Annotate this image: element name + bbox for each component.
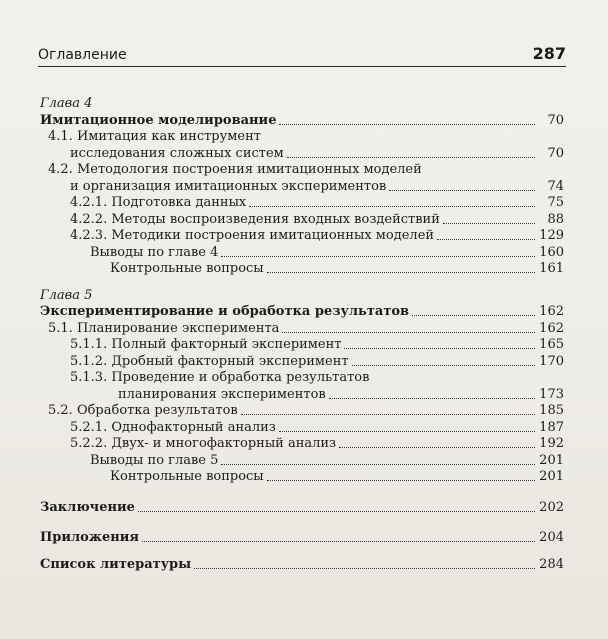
leader-dots <box>221 453 535 465</box>
chapter-label: Глава 5 <box>40 287 93 303</box>
table-of-contents <box>40 96 564 573</box>
spacer <box>40 547 564 557</box>
leader-dots <box>389 179 535 191</box>
leader-dots <box>329 387 535 399</box>
toc-entry[interactable]: Имитационное моделирование 70 <box>40 112 564 128</box>
toc-entry[interactable]: Экспериментирование и обработка результатов 162 <box>40 304 564 319</box>
toc-entry[interactable]: Контрольные вопросы 161 <box>110 261 564 276</box>
toc-entry[interactable]: 5.2.1. Однофакторный анализ 187 <box>70 419 564 435</box>
leader-dots <box>221 245 535 257</box>
leader-dots <box>249 195 535 207</box>
toc-entry[interactable]: 5.2. Обработка результатов 185 <box>48 403 564 418</box>
spacer <box>40 516 564 530</box>
toc-entry[interactable]: 5.1. Планирование эксперимента 162 <box>48 320 564 336</box>
leader-dots <box>352 354 535 366</box>
toc-entry[interactable]: Список литературы 284 <box>40 556 564 572</box>
toc-entry[interactable]: Выводы по главе 4 160 <box>90 244 564 260</box>
leader-dots <box>412 304 535 316</box>
leader-dots <box>138 500 535 512</box>
toc-entry-line[interactable]: 4.1. Имитация как инструмент <box>48 129 261 144</box>
toc-entry[interactable]: Приложения 204 <box>40 530 564 545</box>
toc-entry[interactable]: 5.2.2. Двух- и многофакторный анализ 192 <box>70 436 564 451</box>
toc-entry[interactable]: планирования экспериментов 173 <box>118 386 564 402</box>
leader-dots <box>443 212 535 224</box>
spacer <box>40 486 564 500</box>
toc-entry[interactable]: исследования сложных систем 70 <box>70 145 564 161</box>
leader-dots <box>344 337 535 349</box>
toc-entry-line[interactable]: 5.1.3. Проведение и обработка результатов <box>70 370 370 385</box>
leader-dots <box>279 113 535 125</box>
leader-dots <box>339 436 535 448</box>
leader-dots <box>279 420 535 432</box>
toc-entry[interactable]: Контрольные вопросы 201 <box>110 469 564 484</box>
toc-entry[interactable]: 4.2.2. Методы воспроизведения входных воздействий 88 <box>70 211 564 227</box>
page-header <box>38 40 566 67</box>
leader-dots <box>194 557 535 569</box>
leader-dots <box>287 146 535 158</box>
leader-dots <box>437 228 535 240</box>
leader-dots <box>282 321 535 333</box>
leader-dots <box>241 403 535 415</box>
toc-entry[interactable]: 5.1.2. Дробный факторный эксперимент 170 <box>70 353 564 369</box>
toc-entry[interactable]: Заключение 202 <box>40 499 564 515</box>
toc-entry[interactable]: Выводы по главе 5 201 <box>90 452 564 468</box>
leader-dots <box>267 261 535 273</box>
toc-entry-line[interactable]: 4.2. Методология построения имитационных моделей <box>48 162 422 177</box>
toc-entry[interactable]: и организация имитационных экспериментов 74 <box>70 178 564 194</box>
spacer <box>40 278 564 288</box>
leader-dots <box>267 469 535 481</box>
toc-entry[interactable]: 5.1.1. Полный факторный эксперимент 165 <box>70 337 564 352</box>
running-head: Оглавление <box>38 47 127 63</box>
toc-entry[interactable]: 4.2.3. Методики построения имитационных моделей 129 <box>70 228 564 243</box>
chapter-label: Глава 4 <box>40 96 93 111</box>
toc-entry[interactable]: 4.2.1. Подготовка данных 75 <box>70 195 564 210</box>
page-number: 287 <box>532 44 566 63</box>
leader-dots <box>142 530 535 542</box>
